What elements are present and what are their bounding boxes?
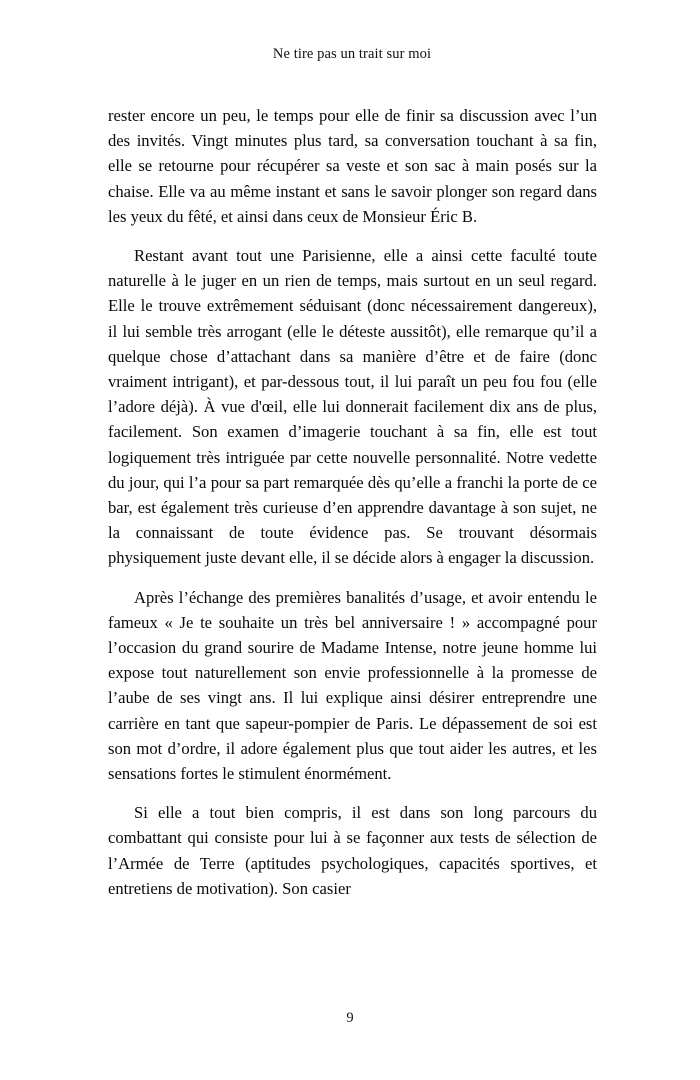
paragraph: Après l’échange des premières banalités d’usage, et avoir entendu le fameux « Je te souhaite un très bel anniversaire ! » accompagné pour l’occasion du grand sourire de Madame Intense, notre jeune homme lui expose tout naturellement son envie professionnelle à la promesse de l’aube de ses vingt ans. Il lui explique ainsi désirer entreprendre une carrière en tant que sapeur-pompier de Paris. Le dépassement de soi est son mot d’ordre, il adore également plus que tout aider les autres, et les sensations fortes le stimulent énormément.: [108, 587, 597, 784]
paragraph: Si elle a tout bien compris, il est dans son long parcours du combattant qui consiste pour lui à se façonner aux tests de sélection de l’Armée de Terre (aptitudes psychologiques, capacités sportives, et entretiens de motivation). Son casier: [108, 803, 597, 898]
running-head: Ne tire pas un trait sur moi: [272, 46, 432, 62]
paragraph: rester encore un peu, le temps pour elle de finir sa discussion avec l’un des invités. Vingt minutes plus tard, sa conversation touchant à sa fin, elle se retourne pour récupérer sa veste et son sac à main posés sur la chaise. Elle va au même instant et sans le savoir plonger son regard dans les yeux du fêté, et ainsi dans ceux de Monsieur Éric B.: [108, 106, 597, 226]
page-number: 9: [346, 1010, 354, 1026]
paragraph: Restant avant tout une Parisienne, elle a ainsi cette faculté toute naturelle à le juger en un rien de temps, mais surtout en un seul regard. Elle le trouve extrêmement séduisant (donc nécessairement dangereux), il lui semble très arrogant (elle le déteste aussitôt), elle remarque qu’il a quelque chose d’attachant dans sa manière d’être et de faire (donc vraiment intrigant), et par-dessous tout, il lui paraît un peu fou fou (elle l’adore déjà). À vue d'œil, elle lui donnerait facilement dix ans de plus, facilement. Son examen d’imagerie touchant à sa fin, elle est tout logiquement très intriguée par cette nouvelle personnalité. Notre vedette du jour, qui l’a pour sa part remarquée dès qu’elle a franchi la porte de ce bar, est également très curieuse d’en apprendre davantage à son sujet, ne la connaissant de toute évidence pas. Se trouvant désormais physiquement juste devant elle, il se décide alors à engager la discussion.: [108, 246, 597, 568]
text-block: [108, 103, 597, 901]
